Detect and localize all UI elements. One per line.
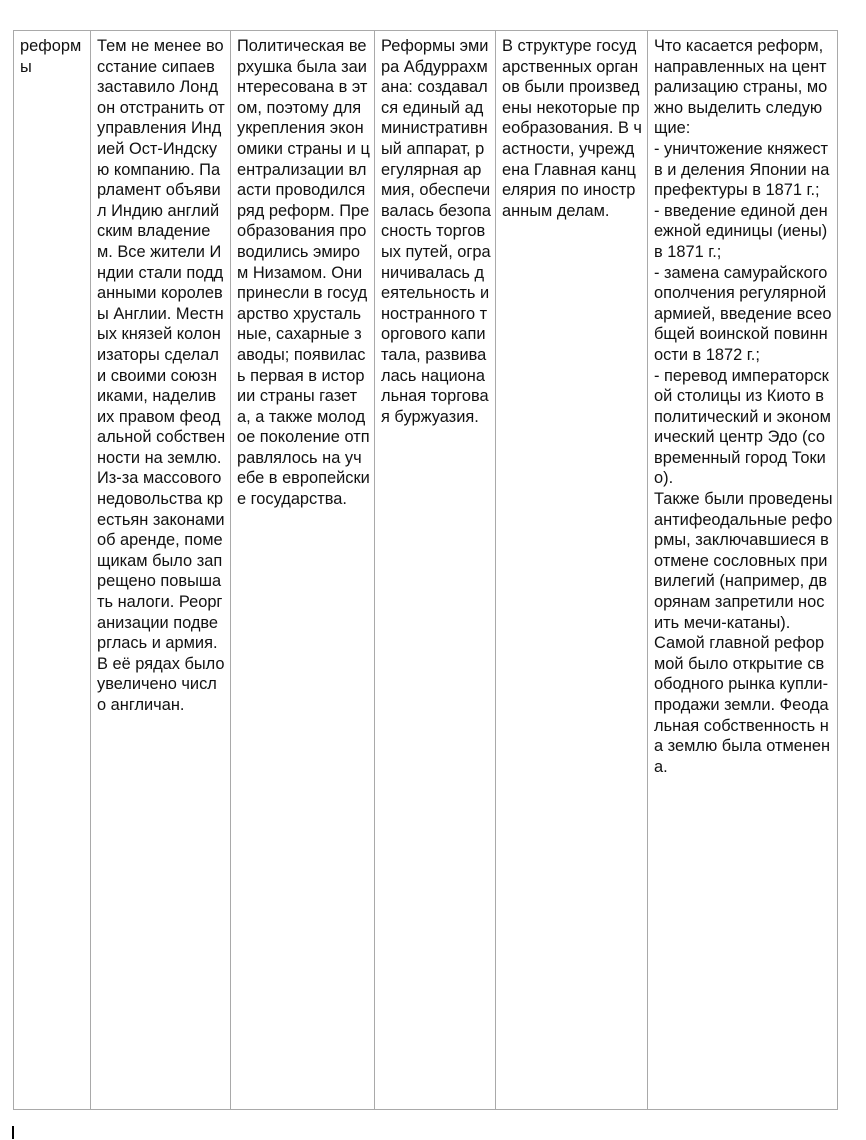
table-cell-emir-nizam: Политическая верхушка была заинтересована в этом, поэтому для укрепления экономики страны и централизации власти проводился ряд реформ. Преобразования проводились эмиром Низамом. Они принесли в государство хрустальные, сахарные заводы; появилась первая в истории страны газета, а также молодое поколение отправлялось на учебе в европейские государства. (231, 31, 375, 1110)
table-cell-state-organs: В структуре государственных органов были произведены некоторые преобразования. В частности, учреждена Главная канцелярия по иностранным делам. (496, 31, 648, 1110)
table-cell-india: Тем не менее восстание сипаев заставило Лондон отстранить от управления Индией Ост-Индскую компанию. Парламент объявил Индию английским владением. Все жители Индии стали подданными королевы Англии. Местных князей колонизаторы сделали своими союзниками, наделив их правом феодальной собственности на землю. Из-за массового недовольства крестьян законами об аренде, помещикам было запрещено повышать налоги. Реорганизации подверглась и армия. В её рядах было увеличено число англичан. (91, 31, 231, 1110)
reforms-table (13, 30, 838, 1110)
table-row (14, 31, 838, 1110)
table-cell-topic: реформы (14, 31, 91, 1110)
text-cursor (12, 1126, 14, 1139)
table-cell-japan: Что касается реформ, направленных на централизацию страны, можно выделить следующие: - уничтожение княжеств и деления Японии на префектуры в 1871 г.; - введение единой денежной единицы (иены) в 1871 г.; - замена самурайского ополчения регулярной армией, введение всеобщей воинской повинности в 1872 г.; - перевод императорской столицы из Киото в политический и экономический центр Эдо (современный город Токио). Также были проведены антифеодальные реформы, заключавшиеся в отмене сословных привилегий (например, дворянам запретили носить мечи-катаны). Самой главной реформой было открытие свободного рынка купли-продажи земли. Феодальная собственность на землю была отменена. (648, 31, 838, 1110)
table-cell-emir-abdurrahman: Реформы эмира Абдуррахмана: создавался единый административный аппарат, регулярная армия, обеспечивалась безопасность торговых путей, ограничивалась деятельность иностранного торгового капитала, развивалась национальная торговая буржуазия. (375, 31, 496, 1110)
